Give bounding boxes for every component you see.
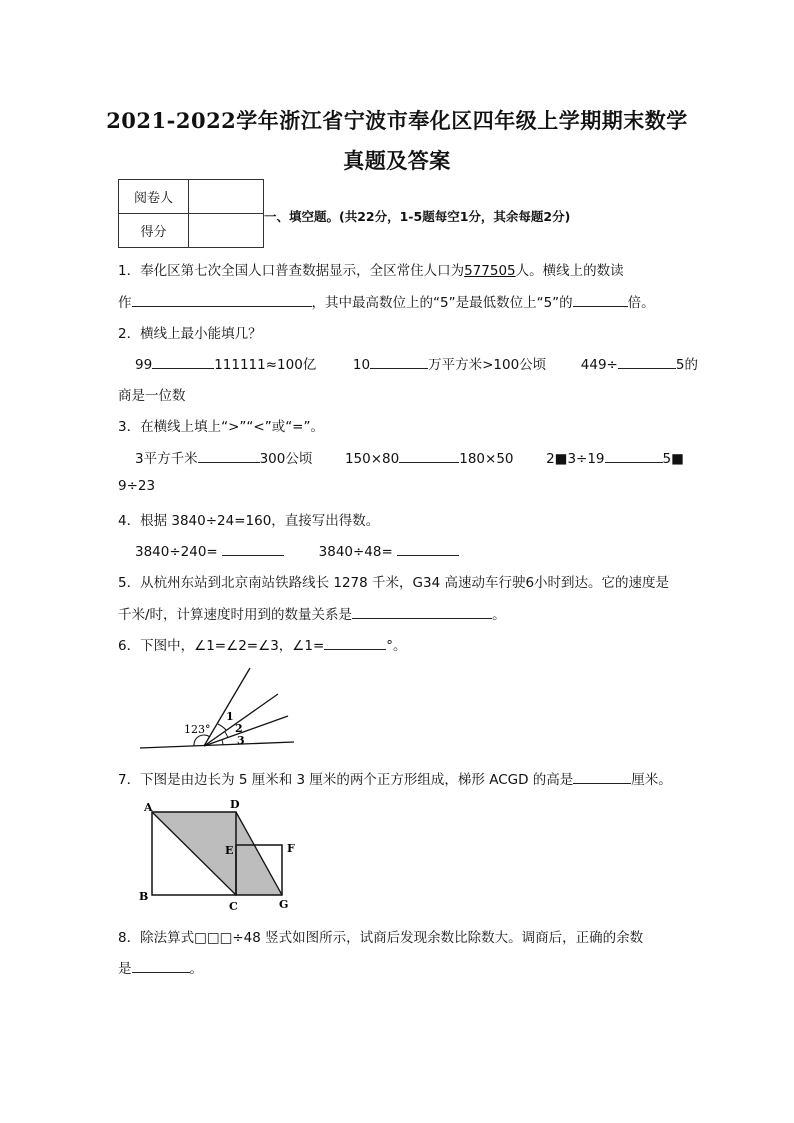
- q6-text-b: °。: [386, 638, 407, 654]
- q3-a-post: 300公顷: [259, 451, 313, 467]
- q3-b-blank[interactable]: [399, 447, 459, 463]
- q3-b-pre: 150×80: [344, 451, 400, 467]
- angle-label-3: 3: [237, 734, 245, 747]
- q2-a-pre: 99: [135, 357, 153, 373]
- q7-text-b: 厘米。: [631, 772, 672, 788]
- q3-b-post: 180×50: [459, 451, 514, 467]
- q2-items: [135, 353, 698, 373]
- q5-text-a: 千米/时，计算速度时用到的数量关系是: [118, 607, 353, 623]
- q1-text-c: 作: [118, 295, 132, 311]
- q2-c-post: 5的: [675, 357, 698, 373]
- q2-b-post: 万平方米>100公顷: [428, 357, 547, 373]
- q4-b-pre: 3840÷48=: [318, 544, 393, 560]
- label-g: G: [279, 898, 289, 911]
- q1-number: 577505: [464, 263, 516, 279]
- q3-items: [135, 447, 684, 467]
- q7-text-a: 7．下图是由边长为 5 厘米和 3 厘米的两个正方形组成，梯形 ACGD 的高是: [118, 772, 574, 788]
- q7-stem: [118, 768, 672, 788]
- q4-a-pre: 3840÷240=: [135, 544, 218, 560]
- q1-text-d: ，其中最高数位上的“5”是最低数位上“5”的: [311, 295, 573, 311]
- q1-text-e: 倍。: [627, 295, 655, 311]
- section-heading: 一、填空题。(共22分，1-5题每空1分，其余每题2分): [264, 209, 571, 224]
- q5-line1: 5．从杭州东站到北京南站铁路线长 1278 千米，G34 高速动车行驶6小时到达。它的速度是: [118, 575, 670, 591]
- angle-label-123: 123°: [184, 723, 211, 736]
- angle-figure: [138, 662, 298, 754]
- angle-label-1: 1: [226, 710, 234, 723]
- q4-b-blank[interactable]: [397, 540, 459, 556]
- q6-stem: [118, 634, 407, 654]
- q4-a-blank[interactable]: [222, 540, 284, 556]
- shaded-trapezoid: [152, 812, 282, 895]
- q8-text-b: 。: [189, 961, 203, 977]
- q7-blank[interactable]: [573, 768, 631, 784]
- q2-c-blank[interactable]: [618, 353, 676, 369]
- q3-c-pre: 2■3÷19: [546, 451, 605, 467]
- q1-text-b: 人。横线上的数读: [515, 263, 624, 279]
- q2-c-pre: 449÷: [580, 357, 618, 373]
- q4-stem: 4．根据 3840÷24=160，直接写出得数。: [118, 513, 380, 529]
- q2-tail: 商是一位数: [118, 388, 186, 404]
- q5-line2: [118, 603, 506, 623]
- reviewer-cell: [189, 180, 264, 214]
- document-title-line2: 真题及答案: [343, 148, 451, 173]
- q2-stem: 2．横线上最小能填几？: [118, 326, 262, 342]
- reviewer-label: 阅卷人: [119, 180, 189, 214]
- q8-text-a: 是: [118, 961, 132, 977]
- q8-line2: [118, 957, 203, 977]
- q2-b-pre: 10: [352, 357, 371, 373]
- q6-text-a: 6．下图中，∠1=∠2=∠3，∠1=: [118, 638, 325, 654]
- q6-blank[interactable]: [324, 634, 386, 650]
- q5-text-b: 。: [492, 607, 506, 623]
- q2-a-blank[interactable]: [152, 353, 214, 369]
- angle-arc-2: [225, 732, 228, 738]
- q8-line1: 8．除法算式□□□÷48 竖式如图所示，试商后发现余数比除数大。调商后，正确的余数: [118, 930, 644, 946]
- label-f: F: [287, 842, 295, 855]
- q3-a-pre: 3平方千米: [135, 451, 198, 467]
- q1-answer-blank-1[interactable]: [132, 291, 312, 307]
- q4-items: [135, 540, 459, 560]
- q3-c-post: 5■: [662, 451, 684, 467]
- q1-line2: [118, 291, 655, 311]
- document-title-line1: 2021-2022学年浙江省宁波市奉化区四年级上学期期末数学: [106, 108, 688, 133]
- score-table: [118, 179, 264, 248]
- q5-blank[interactable]: [352, 603, 492, 619]
- angle-arc-1: [218, 724, 226, 730]
- q1-line1: [118, 259, 624, 279]
- ray-3: [204, 716, 288, 746]
- q1-text-a: 1．奉化区第七次全国人口普查数据显示，全区常住人口为: [118, 263, 465, 279]
- q2-a-post: 111111≈100亿: [214, 357, 317, 373]
- q2-b-blank[interactable]: [370, 353, 428, 369]
- base-line: [140, 742, 294, 748]
- trapezoid-figure: [136, 797, 306, 915]
- label-a: A: [144, 801, 153, 814]
- angle-label-2: 2: [235, 722, 243, 735]
- label-b: B: [139, 890, 149, 903]
- q3-c-blank[interactable]: [605, 447, 663, 463]
- label-e: E: [225, 844, 234, 857]
- q3-a-blank[interactable]: [198, 447, 260, 463]
- score-cell: [189, 214, 264, 248]
- label-d: D: [230, 798, 240, 811]
- q8-blank[interactable]: [132, 957, 190, 973]
- score-label: 得分: [119, 214, 189, 248]
- label-c: C: [229, 900, 238, 913]
- q1-answer-blank-2[interactable]: [573, 291, 628, 307]
- q3-stem: 3．在横线上填上“>”“<”或“=”。: [118, 419, 324, 435]
- q3-tail: 9÷23: [118, 478, 156, 494]
